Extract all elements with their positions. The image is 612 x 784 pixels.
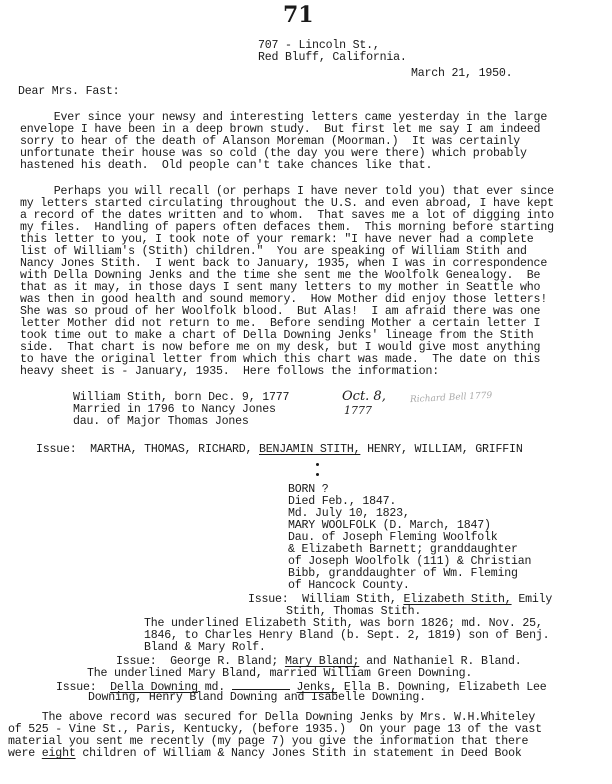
closing-were: were: [8, 747, 36, 760]
text-line: Bibb, granddaughter of Wm. Fleming: [288, 567, 518, 580]
text-line: that as it may, in those days I sent many letters to my mother in Seattle who: [20, 281, 541, 294]
issue-4-md: md.: [204, 681, 225, 694]
mary-bland-underlined: Mary Bland;: [284, 655, 360, 668]
salutation: Dear Mrs. Fast:: [18, 85, 120, 98]
text-line: Bland & Mary Rolf.: [144, 641, 266, 654]
mary-line: The underlined Mary Bland, married William Green Downing.: [87, 667, 473, 680]
connector-dot: [316, 463, 319, 466]
text-line: MARY WOOLFOLK (D. March, 1847): [288, 519, 491, 532]
text-line: 1846, to Charles Henry Bland (b. Sept. 2, 1819) son of Benj.: [144, 629, 550, 642]
text-line: William Stith, born Dec. 9, 1777: [73, 391, 290, 404]
text-line: my files. Handling of papers often defaces them. This morning before starting: [20, 221, 554, 234]
text-line: Married in 1796 to Nancy Jones: [73, 403, 276, 416]
text-line: Died Feb., 1847.: [288, 495, 397, 508]
letterhead-street: 707 - Lincoln St.,: [258, 39, 380, 52]
issue-children-post: HENRY, WILLIAM, GRIFFIN: [367, 443, 523, 456]
issue-label: Issue:: [248, 593, 289, 606]
issue-2-line-2: Stith, Thomas Stith.: [286, 605, 422, 618]
text-line: letter Mother did not return to me. Before sending Mother a certain letter I: [20, 317, 541, 330]
text-line: & Elizabeth Barnett; granddaughter: [288, 543, 518, 556]
text-line: material you sent me recently (my page 7) you give the information that there: [8, 735, 529, 748]
text-line: my letters started circulating throughout the U.S. and even abroad, I have kept: [20, 197, 554, 210]
issue-line: [36, 444, 523, 456]
text-line: Md. July 10, 1823,: [288, 507, 410, 520]
handwritten-faint-note: Richard Bell 1779: [409, 390, 493, 406]
text-line: list of William's (Stith) children." You are speaking of William Stith and: [20, 245, 527, 258]
text-line: Perhaps you will recall (or perhaps I have never told you) that ever since: [20, 185, 554, 198]
connector-dot: [316, 473, 319, 476]
issue-2-william: William Stith,: [302, 593, 397, 606]
text-line: of Hancock County.: [288, 579, 410, 592]
text-line: Ever since your newsy and interesting letters came yesterday in the large: [20, 111, 548, 124]
issue-children-pre: MARTHA, THOMAS, RICHARD,: [90, 443, 253, 456]
text-line: with Della Downing Jenks and the time she sent me the Woolfolk Genealogy. Be: [20, 269, 541, 282]
text-line: The underlined Elizabeth Stith, was born 1826; md. Nov. 25,: [144, 617, 543, 630]
text-line: Nancy Jones Stith. I went back to January, 1935, when I was in correspondence: [20, 257, 548, 270]
issue-4-ella: Ella B. Downing, Elizabeth Lee: [343, 681, 547, 694]
text-line: dau. of Major Thomas Jones: [73, 415, 249, 428]
text-line: envelope I have been in a deep brown study. But first let me say I am indeed: [20, 123, 541, 136]
text-line: a record of the dates written and to whom. That saves me a lot of digging into: [20, 209, 554, 222]
closing-rest: children of William & Nancy Jones Stith in statement in Deed Book: [82, 747, 522, 760]
issue-2-emily: Emily: [518, 593, 553, 606]
della-downing-underlined: Della Downing: [110, 681, 198, 694]
text-line: BORN ?: [288, 483, 329, 496]
text-line: side. That chart is now before me on my desk, but I would give most anything: [20, 341, 541, 354]
text-line: heavy sheet is - January, 1935. Here follows the information:: [20, 365, 439, 378]
letterhead-date: March 21, 1950.: [411, 67, 513, 80]
text-line: Dau. of Joseph Fleming Woolfolk: [288, 531, 498, 544]
text-line: unfortunate their house was so cold (the day you were there) which probably: [20, 147, 527, 160]
benjamin-stith-underlined: BENJAMIN STITH,: [259, 443, 361, 456]
page-number: 71: [283, 2, 314, 28]
text-line: of 525 - Vine St., Paris, Kentucky, (before 1935.) On your page 13 of the vast: [8, 723, 542, 736]
text-line: was then in good health and sound memory. How Mother did enjoy those letters!: [20, 293, 548, 306]
text-line: took time out to make a chart of Della Downing Jenks' lineage from the Stith: [20, 329, 534, 342]
issue-4-blank: [232, 680, 290, 690]
handwritten-date-note: Oct. 8,: [342, 389, 386, 404]
handwritten-year-note: 1777: [344, 404, 372, 417]
text-line: She was so proud of her Woolfolk blood. But Alas! I am afraid there was one: [20, 305, 541, 318]
text-line: this letter to you, I took note of your remark: "I have never had a complete: [20, 233, 534, 246]
elizabeth-stith-underlined: Elizabeth Stith,: [403, 593, 512, 606]
text-line: to have the original letter from which this chart was made. The date on this: [20, 353, 541, 366]
text-line: The above record was secured for Della Downing Jenks by Mrs. W.H.Whiteley: [8, 711, 536, 724]
letterhead-city: Red Bluff, California.: [258, 51, 407, 64]
text-line: of Joseph Woolfolk (111) & Christian: [288, 555, 532, 568]
issue-3-george: George R. Bland;: [170, 655, 279, 668]
eight-underlined: eight: [41, 747, 76, 760]
issue-label: Issue:: [36, 443, 77, 456]
text-line: [8, 748, 522, 760]
issue-4-line-2: Downing, Henry Bland Downing and Isabelle Downing.: [88, 691, 426, 704]
jenks-underlined: Jenks,: [296, 681, 338, 694]
issue-3-nathaniel: and Nathaniel R. Bland.: [366, 655, 522, 668]
text-line: hastened his death. Old people can't take chances like that.: [20, 159, 433, 172]
issue-label: Issue:: [116, 655, 157, 668]
issue-label: Issue:: [56, 681, 97, 694]
text-line: sorry to hear of the death of Alanson Moreman (Moorman.) It was certainly: [20, 135, 521, 148]
